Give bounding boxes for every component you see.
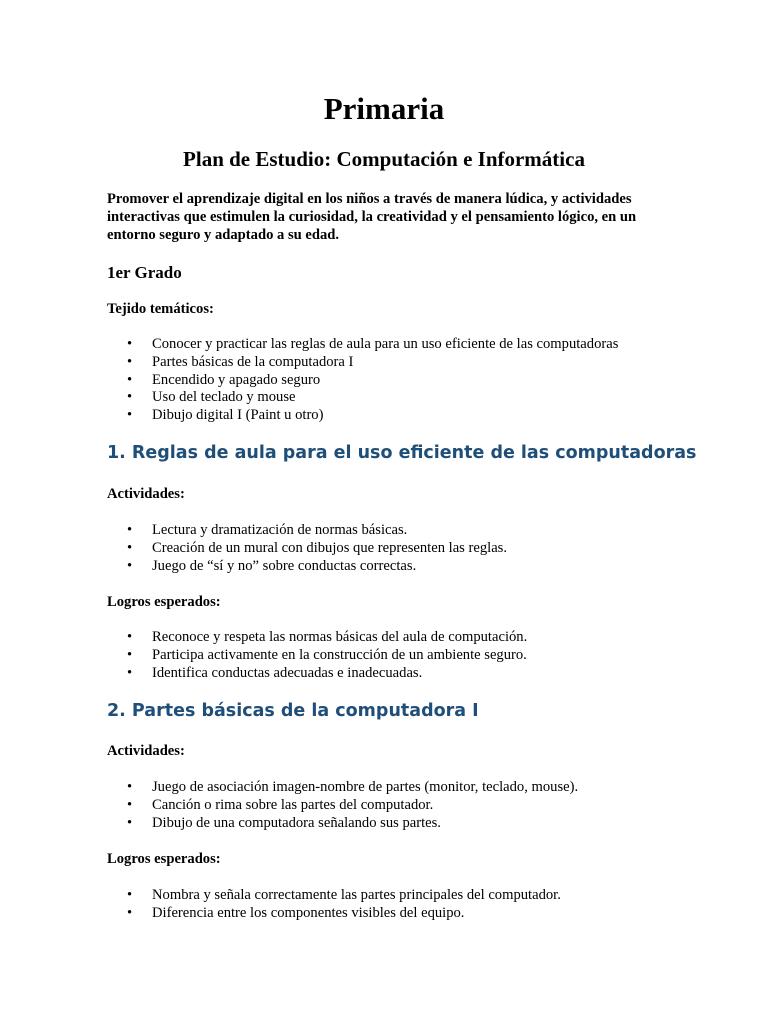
section-2-heading: 2. Partes básicas de la computadora I: [107, 701, 479, 721]
list-item: • Identifica conductas adecuadas e inadecuadas.: [107, 665, 527, 683]
list-item: • Partes básicas de la computadora I: [107, 354, 618, 372]
section-2-logros-label: Logros esperados:: [107, 851, 221, 867]
page-title: Primaria: [323, 91, 445, 126]
section-2-actividades-label: Actividades:: [107, 743, 185, 759]
list-item: • Participa activamente en la construcción de un ambiente seguro.: [107, 647, 527, 665]
list-item: • Dibujo de una computadora señalando sus partes.: [107, 815, 578, 833]
list-item: • Juego de asociación imagen-nombre de partes (monitor, teclado, mouse).: [107, 779, 578, 797]
list-item: • Dibujo digital I (Paint u otro): [107, 407, 618, 425]
section-1-logros-label: Logros esperados:: [107, 594, 221, 610]
list-item: • Reconoce y respeta las normas básicas del aula de computación.: [107, 629, 527, 647]
section-1-actividades-label: Actividades:: [107, 486, 185, 502]
list-item: • Creación de un mural con dibujos que representen las reglas.: [107, 540, 507, 558]
list-item: • Encendido y apagado seguro: [107, 372, 618, 390]
list-item: • Uso del teclado y mouse: [107, 389, 618, 407]
section-1-heading: 1. Reglas de aula para el uso eficiente de las computadoras: [107, 443, 697, 463]
section-2-logros-list: [107, 887, 561, 923]
list-item: • Juego de “sí y no” sobre conductas correctas.: [107, 558, 507, 576]
list-item: • Lectura y dramatización de normas básicas.: [107, 522, 507, 540]
list-item: • Canción o rima sobre las partes del computador.: [107, 797, 578, 815]
list-item: • Diferencia entre los componentes visibles del equipo.: [107, 905, 561, 923]
grade-heading: 1er Grado: [107, 263, 182, 282]
section-2-actividades-list: [107, 779, 578, 832]
list-item: • Conocer y practicar las reglas de aula para un uso eficiente de las computadoras: [107, 336, 618, 354]
page-subtitle: Plan de Estudio: Computación e Informática: [183, 147, 585, 171]
tejido-label: Tejido temáticos:: [107, 301, 214, 317]
section-1-actividades-list: [107, 522, 507, 575]
section-1-logros-list: [107, 629, 527, 682]
tejido-list: [107, 336, 618, 425]
intro-paragraph: Promover el aprendizaje digital en los niños a través de manera lúdica, y actividades interactivas que estimulen la curiosidad, la creatividad y el pensamiento lógico, en un entorno seguro y adaptado a su edad.: [107, 191, 637, 244]
list-item: • Nombra y señala correctamente las partes principales del computador.: [107, 887, 561, 905]
